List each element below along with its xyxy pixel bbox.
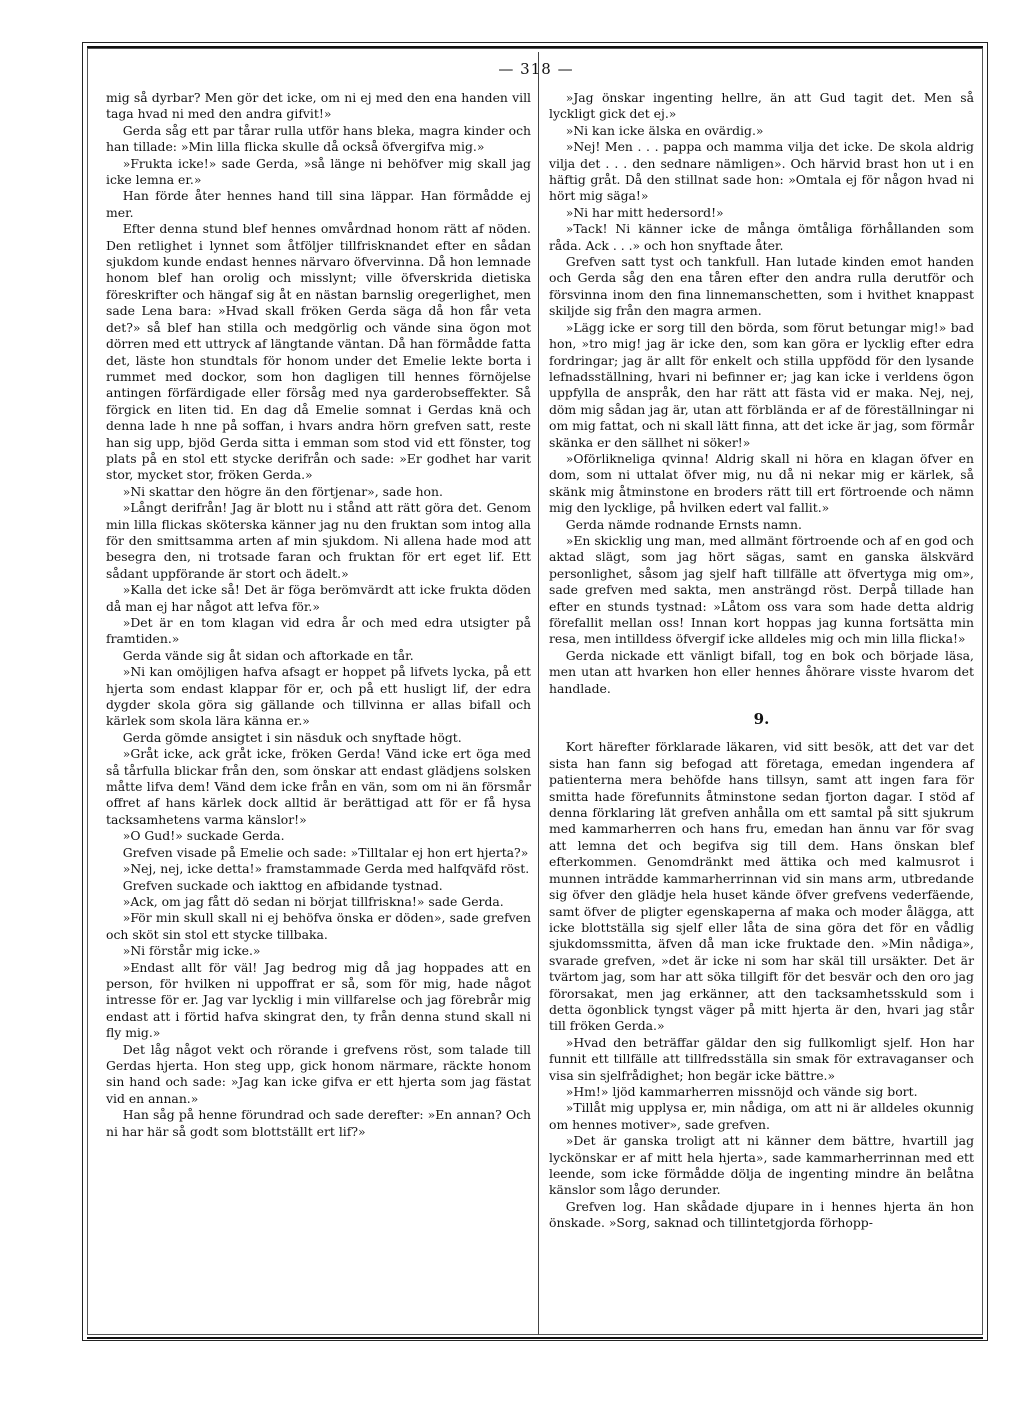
paragraph: »Hm!» ljöd kammarherren missnöjd och vände sig bort. xyxy=(565,1083,918,1099)
column-divider xyxy=(538,52,539,1335)
paragraph: »Nej, nej, icke detta!» framstammade Gerda med halfqväfd röst. xyxy=(122,861,530,877)
paragraph: Han såg på henne förundrad och sade derefter: »En annan? Och ni har här så godt som blottställt ert lif?» xyxy=(106,1107,531,1139)
paragraph: Grefven visade på Emelie och sade: »Tilltalar ej hon ert hjerta?» xyxy=(122,844,529,860)
page-number: — 318 — xyxy=(498,60,574,78)
paragraph: »Hvad den beträffar gäldar den sig fullkomligt sjelf. Hon har funnit ett tillfälle att tillfredsställa sin smak för extravaganser och visa sin sjelfrådighet; hon begär icke bättre.» xyxy=(549,1034,974,1083)
paragraph: Kort härefter förklarade läkaren, vid sitt besök, att det var det sista han fann sig befogad att företaga, emedan ingendera af patienterna mera behöfde hans tillsyn, samt att ingen fara för smitta hade förefunnits åtminstone sedan fjorton dagar. I stöd af denna förklaring lät grefven anhålla om ett samtal på sitt sjukrum med kammarherren och hans fru, emedan han ännu var för svag att lemna det och begifva sig till dem. Hans önskan blef efterkommen. Genomdränkt med ättika och med kalmusrot i munnen inträdde kammarherrinnan vid sin mans arm, utbredande sig öfver den glädje hela huset kände öfver grefvens vederfäende, samt öfver de pligter egenskaperna af maka och moder ålägga, att icke blottställa sig sjelf eller låta de sina göra det för en vådlig sjukdomssmitta, äfven då man icke fruktade den. »Min nådiga», svarade grefven, »det är icke ni som har skäl till ursäkter. Det är tvärtom jag, som har att söka tillgift för det besvär och den oro jag förorsakat, men jag erkänner, att den tacksamhetsskuld som i detta ögonblick tyngst väger på mitt hjerta är den, hvari jag står till fröken Gerda.» xyxy=(549,739,974,1034)
paragraph: »Tack! Ni känner icke de många ömtåliga förhållanden som råda. Ack . . .» och hon snyftade åter. xyxy=(549,221,974,253)
paragraph: »För min skull skall ni ej behöfva önska er döden», sade grefven och sköt sin stol ett stycke tillbaka. xyxy=(106,910,531,942)
paragraph: Grefven log. Han skådade djupare in i hennes hjerta än hon önskade. »Sorg, saknad och tillintetgjorda förhopp- xyxy=(549,1198,974,1231)
paragraph: Gerda såg ett par tårar rulla utför hans bleka, magra kinder och han tillade: »Min lilla flicka skulle då också öfvergifva mig.» xyxy=(106,122,531,155)
paragraph: »Ni förstår mig icke.» xyxy=(122,943,261,959)
paragraph: »Nej! Men . . . pappa och mamma vilja det icke. De skola aldrig vilja det . . . den sednare nämligen». Och härvid brast hon ut i en häftig gråt. Då den stillnat sade hon: »Omtala ej för någon hvad ni hört mig säga!» xyxy=(549,139,974,204)
paragraph: Gerda nämde rodnande Ernsts namn. xyxy=(565,516,802,532)
paragraph: mig så dyrbar? Men gör det icke, om ni ej med den ena handen vill taga hvad ni med den andra gifvit!» xyxy=(106,90,531,122)
paragraph: Gerda gömde ansigtet i sin näsduk och snyftade högt. xyxy=(122,729,462,745)
paragraph: »Ni kan icke älska en ovärdig.» xyxy=(565,122,764,138)
paragraph: »Det är ganska troligt att ni känner dem bättre, hvartill jag lyckönskar er af mitt hela hjerta», sade kammarherrinnan med ett leende, som icke förmådde dölja de ingenting mindre än belåtna känslor som lågo derunder. xyxy=(549,1133,974,1198)
paragraph: »En skicklig ung man, med allmänt förtroende och af en god och aktad slägt, som jag hört sägas, samt en ganska älskvärd personlighet, såsom jag sjelf haft tillfälle att öfvertyga mig om», sade grefven med sakta, men ansträngd röst. Derpå tillade han efter en stunds tystnad: »Låtom oss vara som hade detta aldrig förefallit mellan oss! Innan kort hoppas jag kunna fortsätta min resa, men intilldess öfvergif icke alldeles mig och min lilla flicka!» xyxy=(549,532,974,647)
paragraph: Grefven suckade och iakttog en afbidande tystnad. xyxy=(122,877,443,893)
left-column xyxy=(106,90,531,1140)
bottom-rule xyxy=(87,1337,983,1339)
paragraph: »Gråt icke, ack gråt icke, fröken Gerda! Vänd icke ert öga med så tårfulla blickar från den, som önskar att endast glädjens solsken måtte lifva dem! Vänd dem icke från en vän, som om ni än försmår offret af hans kärlek dock alltid är berättigad att för er få hysa tacksamhetens varma känslor!» xyxy=(106,746,531,827)
chapter-heading: 9. xyxy=(753,710,770,729)
paragraph: »Det är en tom klagan vid edra år och med edra utsigter på framtiden.» xyxy=(106,615,531,647)
paragraph: Gerda nickade ett vänligt bifall, tog en bok och började läsa, men utan att hvarken hon eller hennes åhörare visste hvarom det handlade. xyxy=(549,647,974,696)
paragraph: Gerda vände sig åt sidan och aftorkade en tår. xyxy=(122,647,414,663)
paragraph: »Frukta icke!» sade Gerda, »så länge ni behöfver mig skall jag icke lemna er.» xyxy=(106,155,531,188)
paragraph: »Ni skattar den högre än den förtjenar», sade hon. xyxy=(122,483,443,499)
paragraph: »Jag önskar ingenting hellre, än att Gud tagit det. Men så lyckligt gick det ej.» xyxy=(549,90,974,122)
paragraph: »Ack, om jag fått dö sedan ni börjat tillfriskna!» sade Gerda. xyxy=(122,893,504,909)
paragraph: »Långt derifrån! Jag är blott nu i stånd att rätt göra det. Genom min lilla flickas sköterska känner jag nu den fruktan som intog alla för den smittsamma arten af min sjukdom. Ni allena hade mod att besegra den, ni trotsade faran och fruktan för ert eget lif. Ett sådant uppförande är stort och ädelt.» xyxy=(106,500,531,581)
paragraph: »O Gud!» suckade Gerda. xyxy=(122,828,285,844)
paragraph: Det låg något vekt och rörande i grefvens röst, som talade till Gerdas hjerta. Hon steg upp, gick honom närmare, räckte honom sin hand och sade: »Jag kan icke gifva er ett hjerta som jag fästat vid en annan.» xyxy=(106,1041,531,1106)
paragraph: »Ni har mitt hedersord!» xyxy=(565,204,724,220)
paragraph: Grefven satt tyst och tankfull. Han lutade kinden emot handen och Gerda såg den ena tåren efter den andra rulla derutför och försvinna inom den fina linnemanschetten, som i hvithet knappast skiljde sig från den magra armen. xyxy=(549,254,974,319)
paragraph: Efter denna stund blef hennes omvårdnad honom rätt af nöden. Den retlighet i lynnet som åtföljer tillfrisknandet efter en sådan sjukdom kunde endast hennes närvaro öfvervinna. Då hon lemnade honom blef han orolig och misslynt; ville öfverskrida dietiska föreskrifter och hängaf sig åt en nästan barnslig oregerlighet, men sade Lena bara: »Hvad skall fröken Gerda säga då hon får veta det?» så blef han stilla och medgörlig och vände sina ögon mot dörren med ett uttryck af längtande väntan. Då han förmådde fatta det, läste hon stundtals för honom under det Emelie lekte borta i rummet med dockor, som hon dagligen till hennes förnöjelse antingen förfärdigade eller försåg med nya garderobseffekter. Så förgick en liten tid. En dag då Emelie somnat i Gerdas knä och denna lade h nne på soffan, i hvars andra hörn grefven satt, reste han sig upp, bjöd Gerda sitta i emman som stod vid ett fönster, tog plats på en stol ett stycke derifrån och sade: »Er godhet har varit stor, mycket stor, fröken Gerda.» xyxy=(106,221,531,483)
paragraph: Han förde åter hennes hand till sina läppar. Han förmådde ej mer. xyxy=(106,188,531,220)
paragraph: »Oförlikneliga qvinna! Aldrig skall ni höra en klagan öfver en dom, som ni uttalat öfver mig, nu då ni nekar mig er kärlek, så skänk mig åtminstone en broders rätt till ert förtroende och nämn mig den lycklige, på hvilken edert val fallit.» xyxy=(549,450,974,516)
paragraph: »Kalla det icke så! Det är föga berömvärdt att icke frukta döden då man ej har något att lefva för.» xyxy=(106,582,531,614)
paragraph: »Ni kan omöjligen hafva afsagt er hoppet på lifvets lycka, på ett hjerta som endast klappar för er, och på ett husligt lif, der edra dygder skola göra sig gällande och tillvinna er allas bifall och kärlek som skola lära känna er.» xyxy=(106,664,531,729)
paragraph: »Tillåt mig upplysa er, min nådiga, om att ni är alldeles okunnig om hennes motiver», sade grefven. xyxy=(549,1100,974,1132)
paragraph: »Lägg icke er sorg till den börda, som förut betungar mig!» bad hon, »tro mig! jag är icke den, som kan göra er lycklig efter edra fordringar; jag är allt för enkelt och stilla uppfödd för den lysande lefnadsställning, hvari ni befinner er; jag kan icke i verldens ögon uppfylla de anspråk, den har rätt att fästa vid er maka. Nej, nej, döm mig sådan jag är, utan att förblända er af de föreställningar ni om mig fattat, och ni skall lätt finna, att det icke är jag, som förmår skänka er den sällhet ni söker!» xyxy=(549,319,974,450)
paragraph: »Endast allt för väl! Jag bedrog mig då jag hoppades att en person, för hvilken ni uppoffrat er så, som för mig, hade något intresse för er. Jag var lycklig i min villfarelse och jag förebrår mig endast att i förtid hafva skingrat den, ty från denna stund skall ni fly mig.» xyxy=(106,959,531,1041)
right-column xyxy=(549,90,974,1232)
